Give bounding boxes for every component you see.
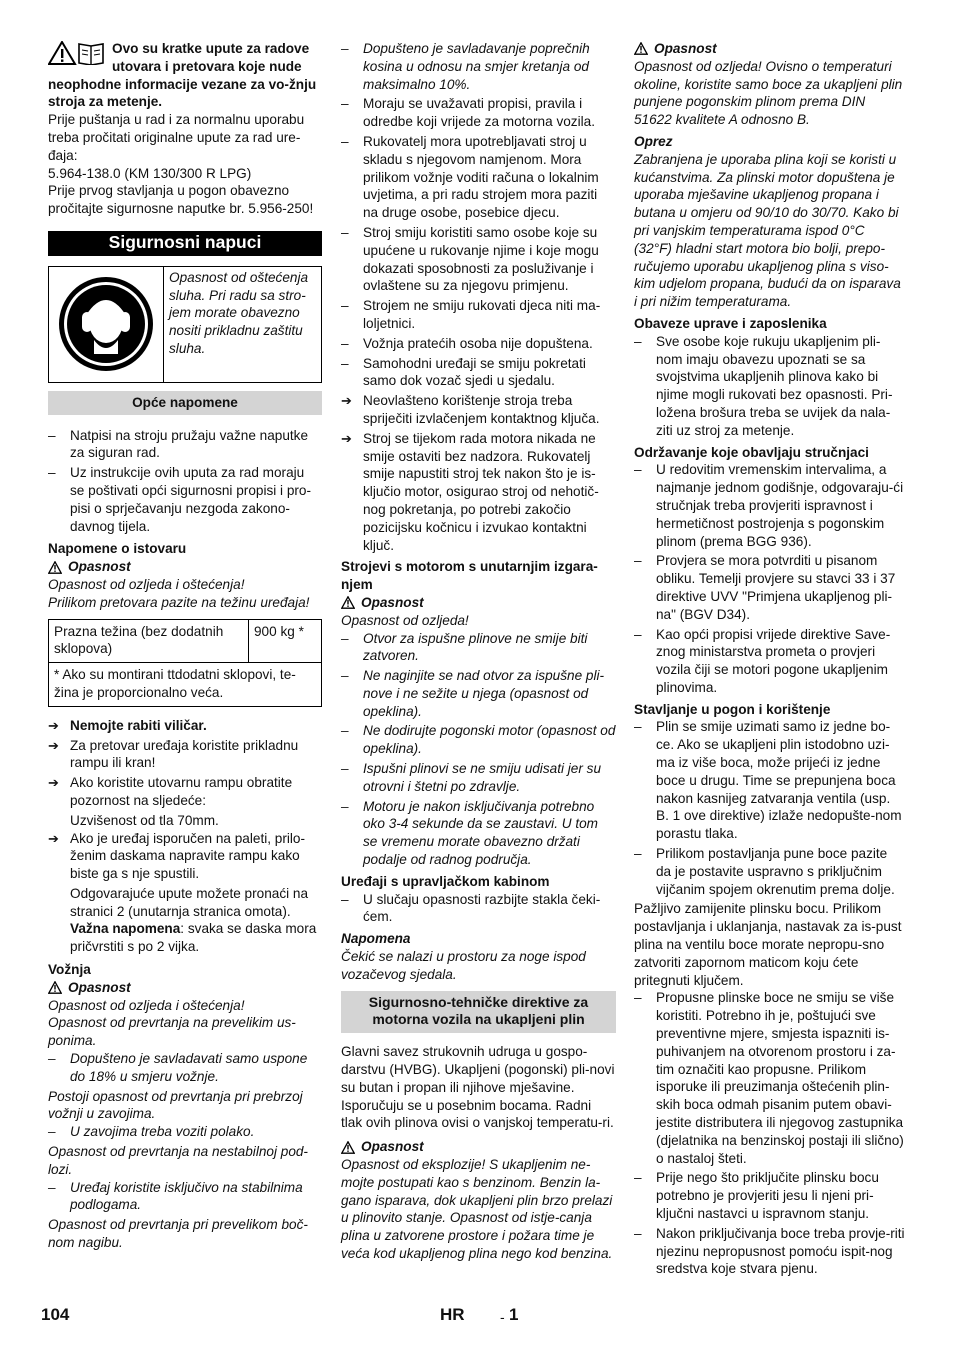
- weight-note-cell: * Ako su montirani ttdodatni sklopovi, te-žina je proporcionalno veća.: [49, 663, 322, 707]
- list-item: ➔ Za pretovar uređaja koristite prikladnu rampu ili kran!: [48, 737, 299, 771]
- explosion-warning: Opasnost od eksplozije! S ukapljenim ne-mojte postupati kao s benzinom. Benzin la-gano isparava, dok ukapljeni plin brzo prelazi u plinovito stanje. Opasnost od istje-canja plina u zatvorene prostore i požara time je veća kod ukapljenog plina nego kod benzina.: [341, 1157, 613, 1261]
- list-item: ➔ Ako koristite utovarnu rampu obratite pozornost na sljedeće:: [48, 775, 293, 808]
- unload-heading: Napomene o istovaru: [48, 541, 187, 557]
- list-item: ➔ Neovlašteno korištenje stroja treba spriječiti izvlačenjem kontaktnog ključa.: [341, 393, 600, 426]
- list-item: – Kao opći propisi vrijede direktive Save-znog ministarstva prometa o provjeri vozila čiji se motori pogone ukapljenim plinovima.: [634, 626, 891, 695]
- list-item: – Provjera se mora potvrditi u pisanom obliku. Temelji provjere su stavci 33 i 37 direktive UVV "Primjena ukapljenog pli-na" (BGV D34).: [634, 553, 896, 622]
- list-item: – U redovitim vremenskim intervalima, a najmanje jednom godišnje, odgovaraju-ći stručnjak treba provjeriti ispravnost i hermetičnost postrojenja s pogonskim plinom (prema BGG 936).: [634, 462, 904, 549]
- list-item: – Stroj smiju koristiti samo osobe koje su upućene u rukovanje njime i koje mogu dokazati sposobnosti za posluživanje i ovlaštene su za njegovu primjenu.: [341, 224, 599, 294]
- dash-marker: –: [341, 630, 349, 646]
- maintenance-heading: Održavanje koje obavljaju stručnjaci: [634, 444, 869, 460]
- dash-marker: –: [341, 335, 349, 351]
- cabin-heading: Uređaji s upravljačkom kabinom: [341, 873, 550, 889]
- dash-marker: –: [634, 1170, 642, 1186]
- footer-dash: -: [500, 1309, 505, 1325]
- list-item: – Propusne plinske boce ne smiju se više koristiti. Potrebno ih je, poštujući sve preventivne mjere, smjesta ispazniti is-puhivanjem na otvorenom prostoru i za-tim označiti kao propusne. Prilikom isporuke ili preuzimanja oštećenih plin-skih boca odmah pisanim putem obavi-jestite distributera ili njegovog zastupnika (djelatnika na benzinskoj postaji ili slično) o nastaloj šteti.: [634, 990, 904, 1166]
- list-item: – Samohodni uređaji se smiju pokretati samo dok vozač sjedi u sjedalu.: [341, 355, 586, 389]
- hearing-protection-text: Opasnost od oštećenja sluha. Pri radu sa stro-jem morate obavezno nositi prikladnu zaštitu sluha.: [169, 269, 309, 356]
- list-item: – U slučaju opasnosti razbijte stakla čeki-ćem.: [341, 891, 601, 925]
- section-banner: Sigurnosni napuci: [48, 231, 322, 256]
- list-item: – Motoru je nakon isključivanja potrebno oko 3-4 sekunde da se zaustavi. U tom se vremenu morate obavezno držati podalje od radnog područja.: [341, 798, 598, 868]
- list-item: – Ne naginjite se nad otvor za ispušne pli-nove i ne sežite u njega (opasnost od opeklina).: [341, 668, 605, 719]
- lpg-text: Glavni savez strukovnih udruga u gospo-darstvu (HVBG). Ukapljeni (pogonski) pli-novi su butan i propan ili njihove mješavine. Isporučuju se u posebnim bocama. Radni tlak ovih plinova ovisi o vanjskoj temperatu-ri.: [341, 1044, 615, 1131]
- dash-marker: –: [341, 224, 349, 240]
- pallet-reference: Odgovarajuće upute možete pronaći na stranici 2 (unutarnja stranica omota).: [70, 885, 309, 919]
- warning-manual-icon: [48, 41, 106, 65]
- list-item: ➔ Stroj se tijekom rada motora nikada ne smije ostaviti bez nadzora. Rukovatelj smije napustiti stroj tek nakon što je is-ključio motor, osigurao stroj od nehotič-nog pokretanja, po potrebi zakočio pozicijsku kočnicu i izvukao kontaktni ključ.: [341, 430, 599, 553]
- list-item: – Nakon priključivanja boce treba provje-riti njezinu nepropusnost pomoću ispit-nog sredstva koje stvara pjenu.: [634, 1225, 905, 1277]
- column-2: [341, 40, 616, 1263]
- list-item: – Prilikom postavljanja pune boce pazite da je postavite uspravno s priključnim vijčanim spojem okrenutim prema dolje.: [634, 846, 895, 897]
- list-item: – Vožnja pratećih osoba nije dopuštena.: [341, 335, 593, 351]
- dash-marker: –: [341, 668, 349, 684]
- warning-triangle-icon: [341, 596, 355, 609]
- unload-warning-1: Opasnost od ozljeda i oštećenja!: [48, 576, 245, 592]
- warning-triangle-icon: [48, 981, 62, 994]
- list-item: – Strojem ne smiju rukovati djeca niti ma-loljetnici.: [341, 298, 601, 331]
- warning-triangle-icon: [341, 1141, 355, 1154]
- drive-heading: Vožnja: [48, 962, 91, 978]
- dash-marker: –: [48, 427, 56, 443]
- important-note: Važna napomena: svaka se daska mora pričvrstiti s po 2 vijka.: [70, 921, 317, 955]
- language-code: HR: [440, 1305, 465, 1324]
- caution-label: Oprez: [634, 133, 673, 149]
- list-item: – Rukovatelj mora upotrebljavati stroj u skladu s njegovom namjenom. Mora prilikom vožnje voditi računa o lokalnim uvjetima, a pri radu strojem mora paziti na druge osobe, posebice djecu.: [341, 133, 599, 221]
- drive-warning-2: Opasnost od prevrtanja na prevelikim us-ponima.: [48, 1015, 296, 1049]
- dash-marker: –: [48, 1124, 56, 1140]
- column-3: [634, 40, 906, 1280]
- list-item: – Uređaj koristite isključivo na stabilnima podlogama.: [48, 1179, 303, 1213]
- intro-p1: Prije puštanja u rad i za normalnu uporabu treba pročitati originalne upute za rad ure-đaja:: [48, 112, 305, 163]
- section-number: 1: [509, 1305, 519, 1324]
- intro-p2: Prije prvog stavljanja u pogon obavezno pročitajte sigurnosne naputke br. 5.956-250!: [48, 183, 314, 217]
- dash-marker: –: [634, 1225, 642, 1241]
- note-text: Čekić se nalazi u prostoru za noge ispod vozačevog sjedala.: [341, 949, 586, 982]
- dash-marker: –: [48, 1051, 56, 1067]
- lpg-heading: Sigurnosno-tehničke direktive za motorna vozila na ukapljeni plin: [341, 991, 616, 1034]
- weight-label-cell: Prazna težina (bez dodatnih sklopova): [49, 619, 249, 663]
- operation-paragraph: Pažljivo zamijenite plinsku bocu. Prilikom postavljanja i uklanjanja, nastavak za is-pust plina na ventilu boce morate nepropu-sno zatvoriti zapornom maticom koju ćete pritegnuti ključem.: [634, 901, 902, 988]
- arrow-marker: ➔: [48, 830, 59, 846]
- warning-triangle-icon: [634, 42, 648, 55]
- dash-marker: –: [634, 626, 642, 642]
- page-number: 104: [41, 1305, 70, 1324]
- unload-warning-2: Prilikom pretovara pazite na težinu uređaja!: [48, 594, 310, 610]
- arrow-marker: ➔: [48, 717, 59, 733]
- list-item: – Ne dodirujte pogonski motor (opasnost od opeklina).: [341, 723, 616, 757]
- warning-label: Opasnost: [48, 979, 322, 997]
- engine-warning: Opasnost od ozljeda!: [341, 612, 469, 628]
- dash-marker: –: [634, 333, 642, 349]
- list-item: ➔ Nemojte rabiti viličar.: [48, 717, 207, 733]
- dash-marker: –: [634, 846, 642, 862]
- dash-marker: –: [341, 891, 349, 907]
- warning-label: Opasnost: [634, 40, 906, 58]
- dash-marker: –: [48, 1179, 56, 1195]
- list-item: – Natpisi na stroju pružaju važne naputke za siguran rad.: [48, 427, 309, 461]
- hearing-protection-box: [48, 266, 322, 383]
- arrow-marker: ➔: [48, 775, 59, 791]
- list-item: – Prije nego što priključite plinsku bocu potrebno je provjeriti jesu li njeni pri-ključni nastavci u ispravnom stanju.: [634, 1170, 879, 1221]
- ramp-height: Uzvišenost od tla 70mm.: [70, 812, 219, 828]
- list-item: – Uz instrukcije ovih uputa za rad moraju se poštivati opći sigurnosni propisi i pro-pisi o sprječavanju nezgoda zakono-davnog tijela.: [48, 465, 312, 534]
- dash-marker: –: [48, 465, 56, 481]
- note-label: Napomena: [341, 931, 411, 947]
- warning-triangle-icon: [48, 561, 62, 574]
- list-item: – Ispušni plinovi se ne smiju udisati jer su otrovni i štetni po zdravlje.: [341, 761, 602, 794]
- list-item: – Dopušteno je savladavati samo uspone do 18% u smjeru vožnje.: [48, 1051, 308, 1084]
- warning-label: Opasnost: [341, 1138, 616, 1156]
- arrow-marker: ➔: [48, 737, 59, 753]
- hearing-protection-cell: [49, 267, 164, 382]
- dash-marker: –: [634, 719, 642, 735]
- weight-table: [48, 619, 322, 707]
- drive-warning-5: Opasnost od prevrtanja pri prevelikom boč-nom nagibu.: [48, 1217, 308, 1251]
- caution-text: Zabranjena je uporaba plina koji se koristi u kućanstvima. Za plinski motor dopuštena je uporaba mješavine ukapljenog propana i butana u omjeru od 90/10 do 30/70. Kako bi pri vanjskim temperaturama ispod 0°C (32°F) hladni start motora bio bolji, prepo-ručujemo uporabu ukapljenog plina s viso-kim udjelom propana, budući da on isparava i pri nižim temperaturama.: [634, 151, 901, 310]
- dash-marker: –: [341, 798, 349, 814]
- intro-bold: Ovo su kratke upute za radove utovara i pretovara koje nude neophodne informacije vezane za vo-žnju stroja za metenje.: [48, 41, 317, 110]
- dash-marker: –: [341, 761, 349, 777]
- dash-marker: –: [634, 553, 642, 569]
- general-heading: Opće napomene: [48, 391, 322, 415]
- drive-warning-3: Postoji opasnost od prevrtanja pri prebrzoj vožnji u zavojima.: [48, 1088, 303, 1122]
- dash-marker: –: [341, 355, 349, 371]
- list-item: – Moraju se uvažavati propisi, pravila i odredbe koji vrijede za motorna vozila.: [341, 96, 595, 130]
- drive-warning-1: Opasnost od ozljeda i oštećenja!: [48, 997, 245, 1013]
- ear-protection-icon: [58, 276, 154, 372]
- list-item: – Otvor za ispušne plinove ne smije biti zatvoren.: [341, 630, 588, 664]
- duty-heading: Obaveze uprave i zaposlenika: [634, 315, 827, 331]
- warning-label: Opasnost: [48, 558, 322, 576]
- weight-value-cell: 900 kg *: [249, 619, 322, 663]
- dash-marker: –: [341, 133, 349, 149]
- warning-label: Opasnost: [341, 594, 616, 612]
- operation-heading: Stavljanje u pogon i korištenje: [634, 701, 831, 717]
- dash-marker: –: [341, 41, 349, 56]
- dash-marker: –: [634, 462, 642, 478]
- intro-block: [48, 40, 322, 111]
- dash-marker: –: [341, 298, 349, 314]
- arrow-marker: ➔: [341, 393, 352, 409]
- column-1: [48, 40, 322, 1252]
- list-item: ➔ Ako je uređaj isporučen na paleti, prilo-ženim daskama napravite rampu kako biste ga s nje spustili.: [48, 830, 306, 882]
- arrow-marker: ➔: [341, 430, 352, 446]
- dash-marker: –: [634, 990, 642, 1006]
- dash-marker: –: [341, 723, 349, 739]
- engine-heading: Strojevi s motorom s unutarnjim izgara-njem: [341, 559, 598, 593]
- list-item: – Sve osobe koje rukuju ukapljenim pli-nom imaju obavezu upoznati se sa svojstvima ukapljenih plinova kako bi njime mogli rukovati bez opasnosti. Pri-ložena brošura treba se uvijek da nala-ziti uz stroj za metenje.: [634, 333, 893, 438]
- list-item: – Dopušteno je savladavanje poprečnih kosina u odnosu na smjer kretanja od maksimalno 10%.: [341, 41, 590, 92]
- intro-part-number: 5.964-138.0 (KM 130/300 R LPG): [48, 165, 252, 181]
- list-item: – U zavojima treba voziti polako.: [48, 1124, 255, 1140]
- dash-marker: –: [341, 96, 349, 112]
- drive-warning-4: Opasnost od prevrtanja na nestabilnoj pod-lozi.: [48, 1144, 308, 1177]
- list-item: – Plin se smije uzimati samo iz jedne bo-ce. Ako se ukapljeni plin istodobno uzi-ma iz više boca, može prijeći iz jedne boce u drugu. Time se prepunjena boca nakon kasnijeg zatvaranja ventila (usp. B. 1 ove direktive) izlaže nedopušte-nom porastu tlaka.: [634, 719, 902, 842]
- temperature-warning: Opasnost od ozljeda! Ovisno o temperaturi okoline, koristite samo boce za ukapljeni plin punjene pogonskim plinom prema DIN 51622 kvalitete A odnosno B.: [634, 58, 903, 128]
